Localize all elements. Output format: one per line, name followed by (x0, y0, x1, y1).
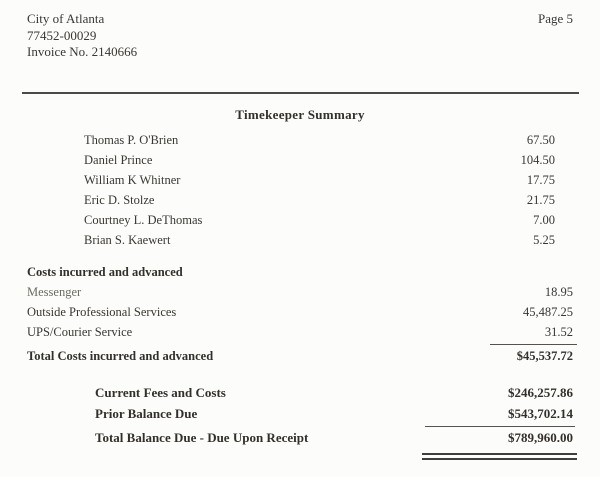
summary-amount: $246,257.86 (508, 385, 573, 400)
costs-total-amount: $45,537.72 (516, 349, 573, 363)
timekeeper-summary-table (0, 131, 600, 251)
costs-section (0, 263, 600, 367)
grand-total-double-rule (422, 453, 577, 460)
costs-section-title: Costs incurred and advanced (27, 265, 183, 279)
timekeeper-row (0, 151, 600, 171)
cost-label: Outside Professional Services (27, 305, 177, 319)
summary-total-amount: $789,960.00 (508, 430, 573, 445)
timekeeper-name: Brian S. Kaewert (84, 233, 171, 247)
timekeeper-name: Courtney L. DeThomas (84, 213, 203, 227)
balance-summary-section (0, 383, 600, 460)
cost-row (0, 303, 600, 323)
timekeeper-hours: 17.75 (526, 173, 555, 187)
timekeeper-summary-title: Timekeeper Summary (235, 106, 365, 122)
timekeeper-name: Eric D. Stolze (84, 193, 155, 207)
timekeeper-row (0, 171, 600, 191)
timekeeper-name: Thomas P. O'Brien (84, 133, 179, 147)
timekeeper-hours: 21.75 (526, 193, 555, 207)
timekeeper-row (0, 131, 600, 151)
cost-label: UPS/Courier Service (27, 325, 133, 339)
timekeeper-hours: 67.50 (526, 133, 555, 147)
matter-number: 77452-00029 (27, 27, 97, 43)
costs-total-label: Total Costs incurred and advanced (27, 349, 214, 363)
cost-row (0, 323, 600, 343)
header-divider-rule (22, 92, 579, 94)
summary-subtotal-rule (425, 426, 575, 427)
summary-row (0, 383, 600, 404)
timekeeper-row (0, 231, 600, 251)
cost-amount: 45,487.25 (523, 305, 573, 319)
cost-row (0, 283, 600, 303)
summary-label: Current Fees and Costs (95, 385, 226, 400)
summary-row (0, 404, 600, 425)
page-number: Page 5 (537, 11, 573, 26)
timekeeper-row (0, 211, 600, 231)
cost-label: Messenger (27, 285, 82, 299)
timekeeper-name: William K Whitner (84, 173, 181, 187)
summary-label: Prior Balance Due (95, 406, 198, 421)
page-header (0, 0, 600, 61)
costs-subtotal-rule (490, 344, 577, 345)
cost-amount: 31.52 (544, 325, 573, 339)
summary-total-label: Total Balance Due - Due Upon Receipt (95, 430, 309, 445)
timekeeper-name: Daniel Prince (84, 153, 153, 167)
timekeeper-row (0, 191, 600, 211)
costs-total-row (0, 347, 600, 367)
timekeeper-hours: 104.50 (520, 153, 555, 167)
timekeeper-hours: 7.00 (533, 213, 555, 227)
summary-total-row (0, 429, 600, 448)
summary-amount: $543,702.14 (508, 406, 573, 421)
client-name: City of Atlanta (27, 11, 105, 26)
header-left-block (27, 11, 137, 61)
invoice-number: Invoice No. 2140666 (27, 44, 138, 59)
timekeeper-hours: 5.25 (533, 233, 555, 247)
cost-amount: 18.95 (544, 285, 573, 299)
